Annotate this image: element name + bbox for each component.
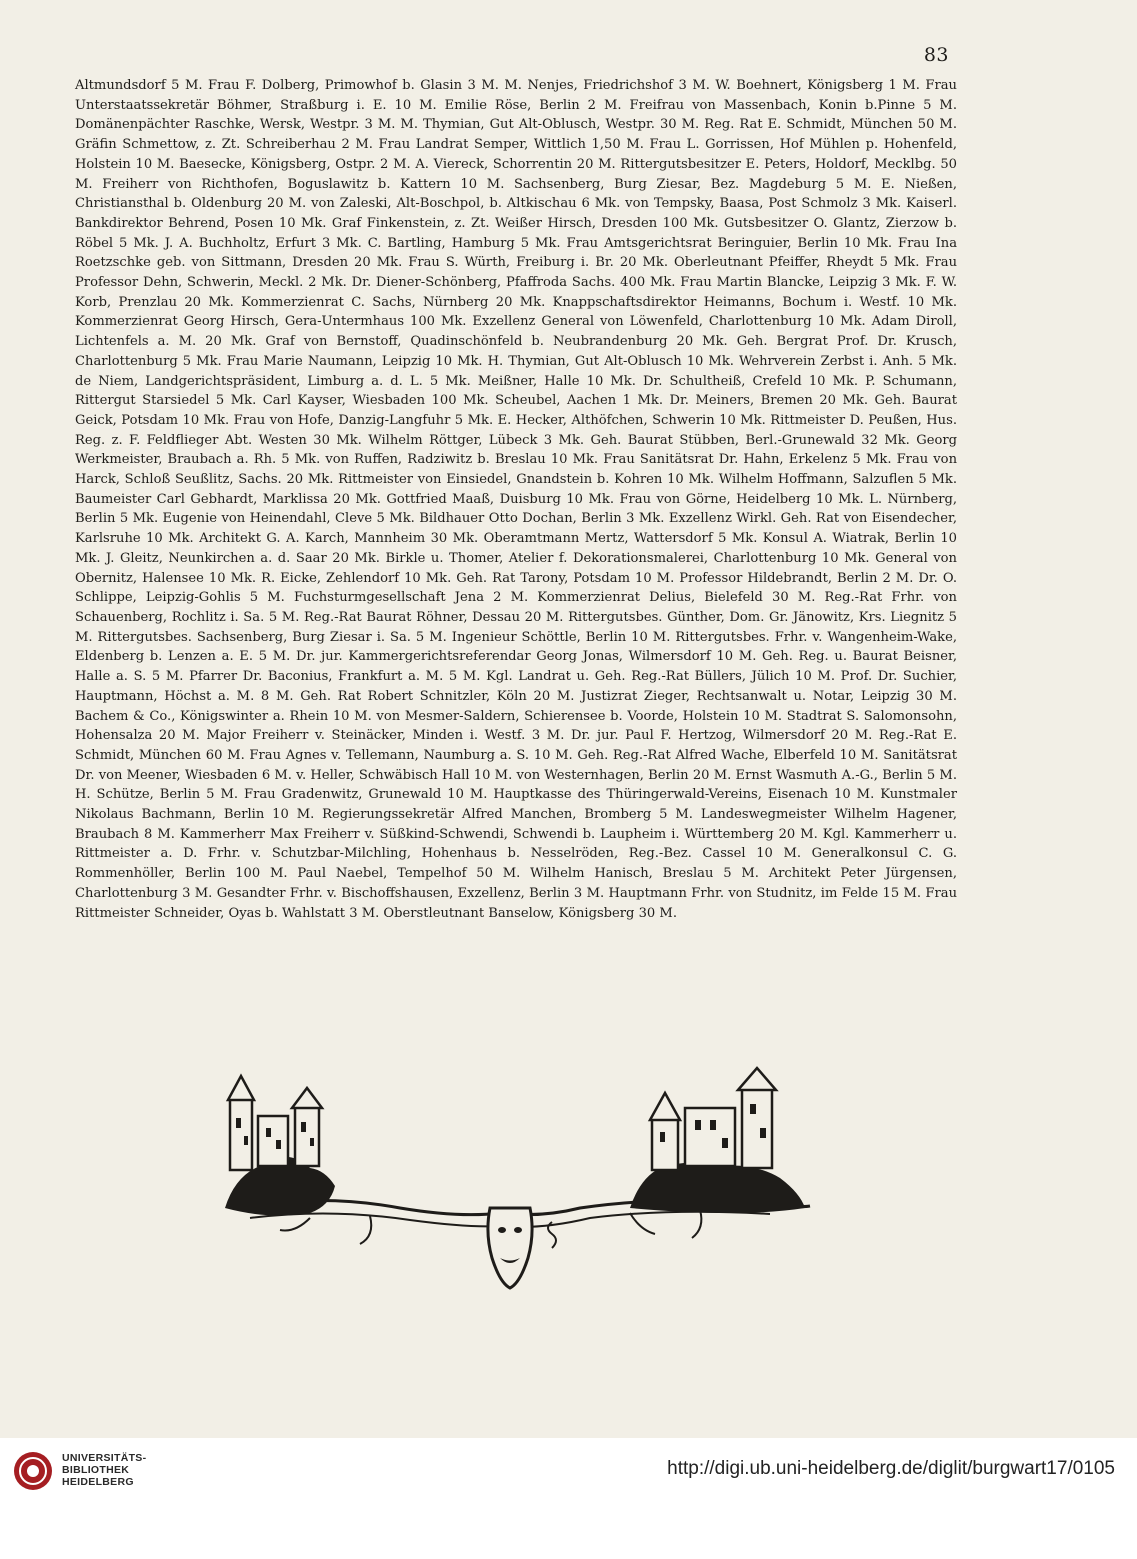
page-number: 83 <box>923 44 949 66</box>
castle-vignette-illustration <box>200 1058 830 1298</box>
university-seal-icon <box>12 1450 54 1492</box>
donor-list-paragraph: Altmundsdorf 5 M. Frau F. Dolberg, Primowhof b. Glasin 3 M. M. Nenjes, Friedrichshof 3 M. W. Boehnert, Königsberg 1 M. Frau Unterstaatssekretär Böhmer, Straßburg i. E. 10 M. Emilie Röse, Berlin 2 M. Freifrau von Massenbach, Konin b.Pinne 5 M. Domänenpächter Raschke, Wersk, Westpr. 3 M. M. Thymian, Gut Alt-Oblusch, Westpr. 30 M. Reg. Rat E. Schmidt, München 50 M. Gräfin Schmettow, z. Zt. Schreiberhau 2 M. Frau Landrat Semper, Wittlich 1,50 M. Frau L. Gorrissen, Hof Mühlen p. Hohenfeld, Holstein 10 M. Baesecke, Königsberg, Ostpr. 2 M. A. Viereck, Schorrentin 20 M. Rittergutsbesitzer E. Peters, Holdorf, Mecklbg. 50 M. Freiherr von Richthofen, Boguslawitz b. Kattern 10 M. Sachsenberg, Burg Ziesar, Bez. Magdeburg 5 M. E. Nießen, Christiansthal b. Oldenburg 20 M. von Zaleski, Alt-Boschpol, b. Altkischau 6 Mk. von Tempsky, Baasa, Post Schmolz 3 Mk. Kaiserl. Bankdirektor Behrend, Posen 10 Mk. Graf Finkenstein, z. Zt. Weißer Hirsch, Dresden 100 Mk. Gutsbesitzer O. Glantz, Zierzow b. Röbel 5 Mk. J. A. Buchholtz, Erfurt 3 Mk. C. Bartling, Hamburg 5 Mk. Frau Amtsgerichtsrat Beringuier, Berlin 10 Mk. Frau Ina Roetzschke geb. von Sittmann, Dresden 20 Mk. Frau S. Würth, Freiburg i. Br. 20 Mk. Oberleutnant Pfeiffer, Rheydt 5 Mk. Frau Professor Dehn, Schwerin, Meckl. 2 Mk. Dr. Diener-Schönberg, Pfaffroda Sachs. 400 Mk. Frau Martin Blancke, Leipzig 3 Mk. F. W. Korb, Prenzlau 20 Mk. Kommerzienrat C. Sachs, Nürnberg 20 Mk. Knappschaftsdirektor Heimanns, Bochum i. Westf. 10 Mk. Kommerzienrat Georg Hirsch, Gera-Untermhaus 100 Mk. Exzellenz General von Löwenfeld, Charlottenburg 10 Mk. Adam Diroll, Lichtenfels a. M. 20 Mk. Graf von Bernstoff, Quadinschönfeld b. Neubrandenburg 20 Mk. Geh. Bergrat Prof. Dr. Krusch, Charlottenburg 5 Mk. Frau Marie Naumann, Leipzig 10 Mk. H. Thymian, Gut Alt-Oblusch 10 Mk. Wehrverein Zerbst i. Anh. 5 Mk. de Niem, Landgerichtspräsident, Limburg a. d. L. 5 Mk. Meißner, Halle 10 Mk. Dr. Schultheiß, Crefeld 10 Mk. P. Schumann, Rittergut Starsiedel 5 Mk. Carl Kayser, Wiesbaden 100 Mk. Scheubel, Aachen 1 Mk. Dr. Meiners, Bremen 20 Mk. Geh. Baurat Geick, Potsdam 10 Mk. Frau von Hofe, Danzig-Langfuhr 5 Mk. E. Hecker, Althöfchen, Schwerin 10 Mk. Rittmeister D. Peußen, Hus. Reg. z. F. Feldflieger Abt. Westen 30 Mk. Wilhelm Röttger, Lübeck 3 Mk. Geh. Baurat Stübben, Berl.-Grunewald 32 Mk. Georg Werkmeister, Braubach a. Rh. 5 Mk. von Ruffen, Radziwitz b. Breslau 10 Mk. Frau Sanitätsrat Dr. Hahn, Erkelenz 5 Mk. Frau von Harck, Schloß Seußlitz, Sachs. 20 Mk. Rittmeister von Einsiedel, Gnandstein b. Kohren 10 Mk. Wilhelm Hoffmann, Salzuflen 5 Mk. Baumeister Carl Gebhardt, Marklissa 20 Mk. Gottfried Maaß, Duisburg 10 Mk. Frau von Görne, Heidelberg 10 Mk. L. Nürnberg, Berlin 5 Mk. Eugenie von Heinendahl, Cleve 5 Mk. Bildhauer Otto Dochan, Berlin 3 Mk. Exzellenz Wirkl. Geh. Rat von Eisendecher, Karlsruhe 10 Mk. Architekt G. A. Karch, Mannheim 30 Mk. Oberamtmann Mertz, Wattersdorf 5 Mk. Konsul A. Wiatrak, Berlin 10 Mk. J. Gleitz, Neunkirchen a. d. Saar 20 Mk. Birkle u. Thomer, Atelier f. Dekorationsmalerei, Charlottenburg 10 Mk. General von Obernitz, Halensee 10 Mk. R. Eicke, Zehlendorf 10 Mk. Geh. Rat Tarony, Potsdam 10 M. Professor Hildebrandt, Berlin 2 M. Dr. O. Schlippe, Leipzig-Gohlis 5 M. Fuchsturmgesellschaft Jena 2 M. Kommerzienrat Delius, Bielefeld 30 M. Reg.-Rat Frhr. von Schauenberg, Rochlitz i. Sa. 5 M. Reg.-Rat Baurat Röhner, Dessau 20 M. Rittergutsbes. Günther, Dom. Gr. Jänowitz, Krs. Liegnitz 5 M. Rittergutsbes. Sachsenberg, Burg Ziesar i. Sa. 5 M. Ingenieur Schöttle, Berlin 10 M. Rittergutsbes. Frhr. v. Wangenheim-Wake, Eldenberg b. Lenzen a. E. 5 M. Dr. jur. Kammergerichtsreferendar Georg Jonas, Wilmersdorf 10 M. Geh. Reg. u. Baurat Beisner, Halle a. S. 5 M. Pfarrer Dr. Baconius, Frankfurt a. M. 5 M. Kgl. Landrat u. Geh. Reg.-Rat Büllers, Jülich 10 M. Prof. Dr. Suchier, Hauptmann, Höchst a. M. 8 M. Geh. Rat Robert Schnitzler, Köln 20 M. Justizrat Zieger, Rechtsanwalt u. Notar, Leipzig 30 M. Bachem & Co., Königswinter a. Rhein 10 M. von Mesmer-Saldern, Schierensee b. Voorde, Holstein 10 M. Stadtrat S. Salomonsohn, Hohensalza 20 M. Major Freiherr v. Steinäcker, Minden i. Westf. 3 M. Dr. jur. Paul F. Hertzog, Wilmersdorf 20 M. Reg.-Rat E. Schmidt, München 60 M. Frau Agnes v. Tellemann, Naumburg a. S. 10 M. Geh. Reg.-Rat Alfred Wache, Elberfeld 10 M. Sanitätsrat Dr. von Meener, Wiesbaden 6 M. v. Heller, Schwäbisch Hall 10 M. von Westernhagen, Berlin 20 M. Ernst Wasmuth A.-G., Berlin 5 M. H. Schütze, Berlin 5 M. Frau Gradenwitz, Grunewald 10 M. Hauptkasse des Thüringerwald-Vereins, Eisenach 10 M. Kunstmaler Nikolaus Bachmann, Berlin 10 M. Regierungssekretär Alfred Manchen, Bromberg 5 M. Landeswegmeister Wilhelm Hagener, Braubach 8 M. Kammerherr Max Freiherr v. Süßkind-Schwendi, Schwendi b. Laupheim i. Württemberg 20 M. Kgl. Kammerherr u. Rittmeister a. D. Frhr. v. Schutzbar-Milchling, Hohenhaus b. Nesselröden, Reg.-Bez. Cassel 10 M. Generalkonsul C. G. Rommenhöller, Berlin 100 M. Paul Naebel, Tempelhof 50 M. Wilhelm Hanisch, Breslau 5 M. Architekt Peter Jürgensen, Charlottenburg 3 M. Gesandter Frhr. v. Bischoffshausen, Exzellenz, Berlin 3 M. Hauptmann Frhr. von Studnitz, im Felde 15 M. Frau Rittmeister Schneider, Oyas b. Wahlstatt 3 M. Oberstleutnant Banselow, Königsberg 30 M. <box>75 78 957 921</box>
footer-bar <box>0 1438 1137 1559</box>
library-name-line: UNIVERSITÄTS- <box>62 1452 147 1464</box>
library-name-line: BIBLIOTHEK <box>62 1464 130 1476</box>
library-name <box>62 1452 146 1488</box>
library-name-line: HEIDELBERG <box>62 1476 134 1488</box>
donor-list-text <box>75 76 957 923</box>
permalink-url[interactable]: http://digi.ub.uni-heidelberg.de/diglit/burgwart17/0105 <box>667 1458 1115 1479</box>
